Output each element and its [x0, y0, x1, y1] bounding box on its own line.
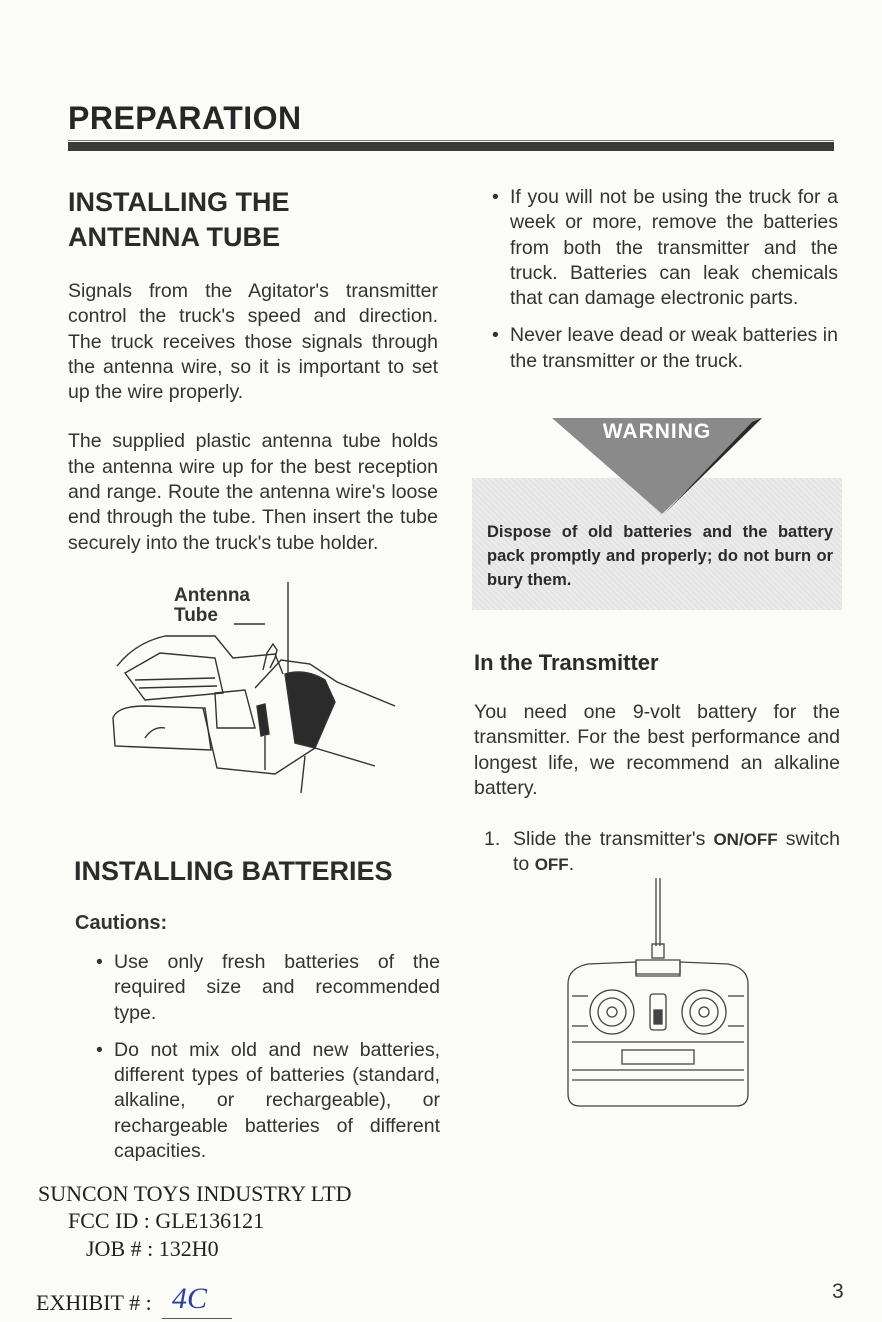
antenna-section — [68, 185, 438, 556]
page-title: PREPARATION — [68, 100, 302, 136]
caution-item-3 — [476, 185, 838, 311]
caution-item-1 — [80, 950, 440, 1026]
step-onoff: ON/OFF — [713, 830, 778, 849]
batteries-heading: INSTALLING BATTERIES — [74, 856, 393, 886]
antenna-heading-line2: ANTENNA TUBE — [68, 222, 280, 252]
cautions-label: Cautions: — [75, 912, 168, 934]
caution-text-4: Never leave dead or weak batteries in the transmitter or the truck. — [510, 324, 838, 372]
antenna-label-line1: Antenna — [174, 585, 250, 606]
bullet-dot: • — [492, 186, 499, 208]
antenna-paragraph-1: Signals from the Agitator's transmitter control the truck's speed and direction. The truck receives those signals through the antenna wire, so it is important to set up the wire properly. — [68, 280, 438, 404]
transmitter-heading: In the Transmitter — [474, 650, 659, 675]
step-text — [513, 827, 840, 878]
caution-item-2 — [80, 1038, 440, 1164]
step-text-b: switch to — [513, 828, 840, 876]
caution-text-1: Use only fresh batteries of the required size and recommended type. — [114, 951, 440, 1024]
cautions-list-right — [476, 185, 838, 386]
exhibit-value: 4C — [172, 1282, 208, 1315]
fcc-id: FCC ID : GLE136121 — [68, 1208, 265, 1233]
title-divider — [68, 142, 834, 151]
transmitter-paragraph: You need one 9-volt battery for the transmitter. For the best performance and longest life, we recommend an alkaline battery. — [474, 701, 840, 799]
company-name: SUNCON TOYS INDUSTRY LTD — [38, 1181, 352, 1206]
step-off: OFF — [534, 855, 569, 875]
exhibit-label: EXHIBIT # : — [36, 1290, 152, 1315]
caution-text-2: Do not mix old and new batteries, different types of batteries (standard, alkaline, or rechargeable), or rechargeable batteries of different capacities. — [114, 1038, 440, 1163]
antenna-heading — [68, 185, 438, 255]
cautions-list-left — [80, 950, 440, 1176]
caution-text-3: If you will not be using the truck for a week or more, remove the batteries from both the transmitter and the truck. Batteries can leak chemicals that can damage electronic parts. — [510, 186, 838, 310]
bullet-dot: • — [492, 324, 499, 347]
antenna-paragraph-2: The supplied plastic antenna tube holds the antenna wire up for the best reception and range. Route the antenna wire's loose end through the tube. Then insert the tube securely into the truck's tube holder. — [68, 430, 438, 554]
warning-text: Dispose of old batteries and the battery pack promptly and properly; do not burn or bury them. — [487, 523, 833, 589]
antenna-heading-line1: INSTALLING THE — [68, 187, 290, 217]
title-divider-thin — [68, 140, 834, 141]
step-text-c: . — [568, 853, 575, 876]
exhibit-underline — [162, 1318, 232, 1319]
caution-item-4 — [476, 323, 838, 374]
antenna-label-line2: Tube — [174, 605, 218, 626]
step-number: 1. — [484, 828, 501, 850]
step-text-a: Slide the transmitter's — [513, 828, 714, 850]
truck-illustration — [105, 578, 405, 803]
transmitter-illustration — [560, 876, 756, 1114]
bullet-dot: • — [96, 1038, 103, 1061]
job-number: JOB # : 132H0 — [86, 1236, 219, 1261]
page-number: 3 — [832, 1280, 844, 1303]
bullet-dot: • — [96, 951, 103, 973]
warning-label: WARNING — [602, 420, 712, 443]
